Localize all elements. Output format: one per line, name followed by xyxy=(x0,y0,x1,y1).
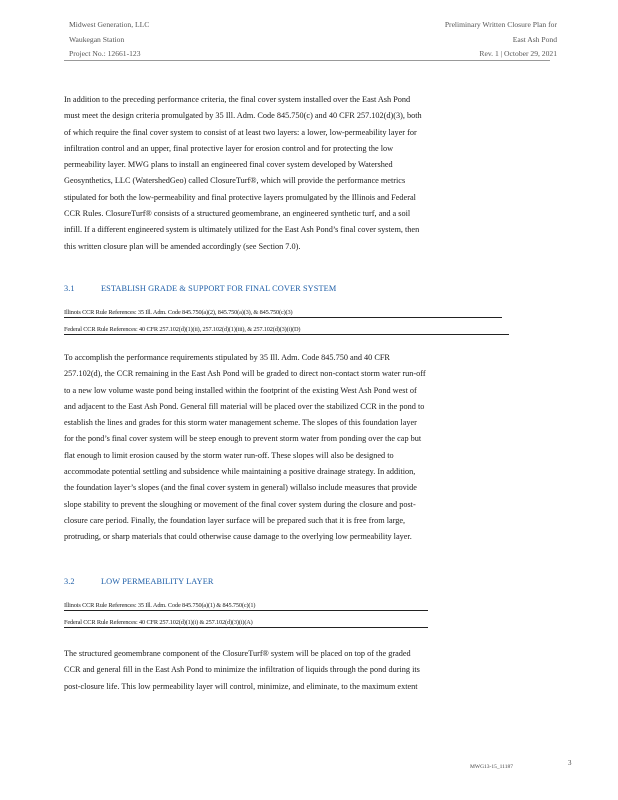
header-document-subject: East Ash Pond xyxy=(512,34,557,44)
paragraph-line: In addition to the preceding performance criteria, the final cover system installed over the East Ash Pond xyxy=(64,95,411,104)
paragraph-line: slope stability to prevent the sloughing or movement of the final cover system during the closure and post- xyxy=(64,499,416,509)
header-left xyxy=(69,18,149,62)
paragraph-line: flat enough to limit erosion caused by the storm water run-off. These slopes will also be designed to xyxy=(64,450,394,460)
paragraph-line: post-closure life. This low permeability layer will control, minimize, and eliminate, to the maximum extent xyxy=(64,681,418,691)
header-station: Waukegan Station xyxy=(69,34,125,44)
section-title: ESTABLISH GRADE & SUPPORT FOR FINAL COVER SYSTEM xyxy=(101,284,337,293)
header-right xyxy=(445,18,557,62)
paragraph-line: infiltration control and an upper, final protective layer for erosion control and for protecting the low xyxy=(64,143,394,153)
section-3-1-paragraph xyxy=(64,350,551,546)
paragraph-line: establish the lines and grades for this storm water management scheme. The slopes of this foundation layer xyxy=(64,418,417,428)
document-code: MWG13-15_11187 xyxy=(470,764,513,770)
header-revision: Rev. 1 | October 29, 2021 xyxy=(479,49,557,58)
federal-rule-reference: Federal CCR Rule References: 40 CFR 257.102(d)(1)(i) & 257.102(d)(3)(i)(A) xyxy=(64,618,428,628)
paragraph-line: CCR Rules. ClosureTurf® consists of a structured geomembrane, an engineered synthetic turf, and a soil xyxy=(64,209,411,219)
section-3-2-paragraph xyxy=(64,646,551,695)
section-title: LOW PERMEABILITY LAYER xyxy=(101,577,214,586)
section-number: 3.1 xyxy=(64,284,75,293)
paragraph-line: of which require the final cover system to consist of at least two layers: a lower, low-permeability layer for xyxy=(64,127,417,137)
paragraph-line: accommodate potential settling and subsidence while maintaining a positive drainage strategy. In addition, xyxy=(64,467,416,477)
paragraph-line: for the pond’s final cover system will be steep enough to prevent storm water from ponding over the cap but xyxy=(64,434,422,444)
paragraph-line: to a new low volume waste pond being installed within the footprint of the existing West Ash Pond west of xyxy=(64,385,417,395)
header-document-title: Preliminary Written Closure Plan for xyxy=(444,20,557,29)
header-company: Midwest Generation, LLC xyxy=(69,20,150,29)
paragraph-line: stipulated for both the low-permeability and final protective layers promulgated by the Illinois and Federal xyxy=(64,192,416,202)
paragraph-line: protruding, or sharp materials that could otherwise cause damage to the overlying low permeability layer. xyxy=(64,532,412,542)
paragraph-line: and adjacent to the East Ash Pond. General fill material will be placed over the stabilized CCR in the pond to xyxy=(64,401,425,411)
header-divider xyxy=(64,60,550,61)
paragraph-line: CCR and general fill in the East Ash Pond to minimize the infiltration of liquids through the pond during its xyxy=(64,665,420,675)
illinois-rule-reference: Illinois CCR Rule References: 35 Ill. Adm. Code 845.750(a)(2), 845.750(a)(3), & 845.750(c)(3) xyxy=(64,308,502,318)
paragraph-line: the foundation layer’s slopes (and the final cover system in general) willalso include measures that provide xyxy=(64,483,417,493)
section-number: 3.2 xyxy=(64,577,75,586)
paragraph-line: permeability layer. MWG plans to install an engineered final cover system developed by Watershed xyxy=(64,160,393,170)
paragraph-line: The structured geomembrane component of the ClosureTurf® system will be placed on top of the graded xyxy=(64,649,411,658)
paragraph-line: 257.102(d), the CCR remaining in the East Ash Pond will be graded to direct non-contact storm water run-off xyxy=(64,369,426,379)
intro-paragraph xyxy=(64,92,551,255)
paragraph-line: must meet the design criteria promulgated by 35 Ill. Adm. Code 845.750(c) and 40 CFR 257.102(d)(3), both xyxy=(64,111,422,121)
paragraph-line: this written closure plan will be amended accordingly (see Section 7.0). xyxy=(64,241,301,251)
paragraph-line: infill. If a different engineered system is ultimately utilized for the East Ash Pond’s final cover system, then xyxy=(64,225,420,235)
header-project-number: Project No.: 12661-123 xyxy=(69,49,141,58)
section-3-2-heading xyxy=(64,577,214,586)
paragraph-line: To accomplish the performance requirements stipulated by 35 Ill. Adm. Code 845.750 and 40 CFR xyxy=(64,353,390,362)
illinois-rule-reference: Illinois CCR Rule References: 35 Ill. Adm. Code 845.750(a)(1) & 845.750(c)(1) xyxy=(64,601,428,611)
section-3-1-heading xyxy=(64,284,336,293)
paragraph-line: Geosynthetics, LLC (WatershedGeo) called ClosureTurf®, which will provide the performance metrics xyxy=(64,176,406,186)
paragraph-line: closure care period. Finally, the foundation layer surface will be prepared such that it is free from large, xyxy=(64,515,406,525)
federal-rule-reference: Federal CCR Rule References: 40 CFR 257.102(d)(1)(ii), 257.102(d)(1)(iii), & 257.102(d)(3)(i)(D) xyxy=(64,325,509,335)
page-number: 3 xyxy=(568,759,572,767)
